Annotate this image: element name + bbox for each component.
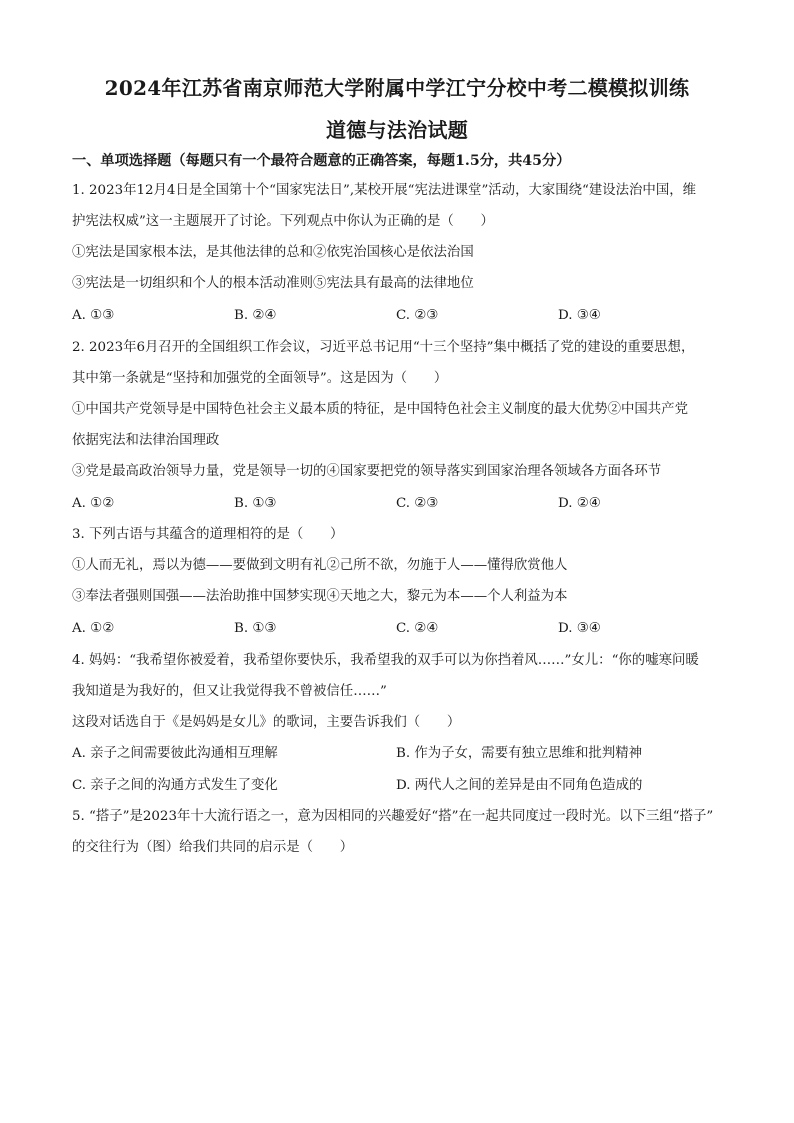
q5-stem-line-1: 5. “搭子”是2023年十大流行语之一，意为因相同的兴趣爱好“搭”在一起共同度过一段时光。以下三组“搭子” — [72, 809, 714, 824]
q4-option-b: B. 作为子女，需要有独立思维和批判精神 — [396, 746, 642, 761]
q4-stem-line-2: 我知道是为我好的，但又让我觉得我不曾被信任……” — [72, 684, 387, 699]
q3-item-line-1: ①人而无礼，焉以为德——要做到文明有礼②己所不欲，勿施于人——懂得欣赏他人 — [72, 558, 568, 573]
q5-stem-line-2: 的交往行为（图）给我们共同的启示是（ ） — [72, 840, 354, 855]
q3-option-a: A. ①② — [72, 621, 115, 636]
q1-stem-line-1: 1. 2023年12月4日是全国第十个“国家宪法日”,某校开展“宪法进课堂”活动，大家围绕“建设法治中国，维 — [72, 183, 696, 198]
q2-option-a: A. ①② — [72, 496, 115, 511]
section-heading: 一、单项选择题（每题只有一个最符合题意的正确答案，每题1.5分，共45分） — [72, 153, 571, 169]
q2-option-c: C. ②③ — [396, 496, 439, 511]
q1-stem-line-2: 护宪法权威”这一主题展开了讨论。下列观点中你认为正确的是（ ） — [72, 214, 494, 229]
q3-item-line-2: ③奉法者强则国强——法治助推中国梦实现④天地之大，黎元为本——个人利益为本 — [72, 589, 568, 604]
q2-item-line-1: ①中国共产党领导是中国特色社会主义最本质的特征，是中国特色社会主义制度的最大优势②中国共产党 — [72, 402, 688, 417]
q1-option-b: B. ②④ — [234, 308, 277, 323]
q3-option-d: D. ③④ — [558, 621, 601, 636]
exam-subtitle: 道德与法治试题 — [325, 118, 469, 142]
q2-stem-line-1: 2. 2023年6月召开的全国组织工作会议，习近平总书记用“十三个坚持”集中概括了党的建设的重要思想， — [72, 340, 695, 355]
q2-item-line-3: ③党是最高政治领导力量，党是领导一切的④国家要把党的领导落实到国家治理各领域各方面各环节 — [72, 464, 662, 479]
q4-stem-line-3: 这段对话选自于《是妈妈是女儿》的歌词，主要告诉我们（ ） — [72, 715, 461, 730]
q1-item-line-2: ③宪法是一切组织和个人的根本活动准则⑤宪法具有最高的法律地位 — [72, 276, 474, 291]
q3-option-c: C. ②④ — [396, 621, 439, 636]
q4-option-a: A. 亲子之间需要彼此沟通相互理解 — [72, 746, 278, 761]
q1-option-a: A. ①③ — [72, 308, 115, 323]
q1-option-c: C. ②③ — [396, 308, 439, 323]
q2-stem-line-2: 其中第一条就是“坚持和加强党的全面领导”。这是因为（ ） — [72, 371, 448, 386]
q3-option-b: B. ①③ — [234, 621, 277, 636]
exam-title: 2024年江苏省南京师范大学附属中学江宁分校中考二模模拟训练 — [104, 76, 690, 100]
q2-item-line-2: 依据宪法和法律治国理政 — [72, 433, 220, 448]
q4-option-d: D. 两代人之间的差异是由不同角色造成的 — [396, 778, 643, 793]
q4-stem-line-1: 4. 妈妈：“我希望你被爱着，我希望你要快乐，我希望我的双手可以为你挡着风……”女儿：“你的嘘寒问暖 — [72, 653, 699, 668]
q3-stem-line-1: 3. 下列古语与其蕴含的道理相符的是（ ） — [72, 527, 344, 542]
q2-option-d: D. ②④ — [558, 496, 601, 511]
q2-option-b: B. ①③ — [234, 496, 277, 511]
q4-option-c: C. 亲子之间的沟通方式发生了变化 — [72, 778, 278, 793]
q1-item-line-1: ①宪法是国家根本法，是其他法律的总和②依宪治国核心是依法治国 — [72, 245, 474, 260]
q1-option-d: D. ③④ — [558, 308, 601, 323]
